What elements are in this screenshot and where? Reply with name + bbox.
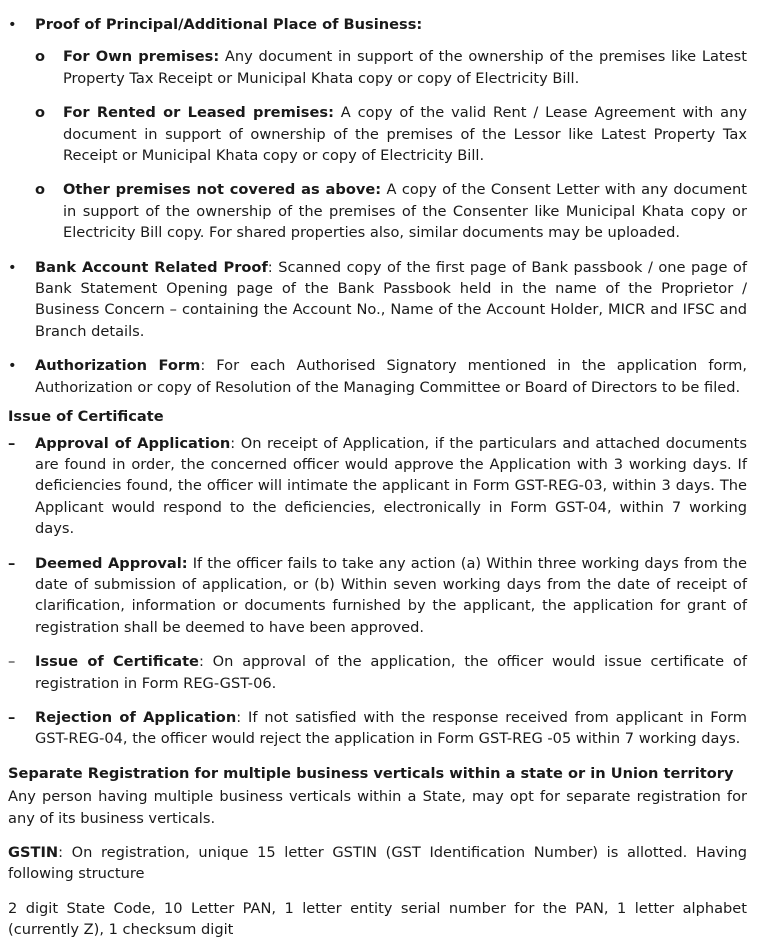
dash-item-body: : On approval of the application, the officer would issue certificate of registration in Form REG-GST-06. bbox=[35, 653, 747, 692]
gstin-paragraph bbox=[8, 842, 747, 885]
sub-item-label: Other premises not covered as above: bbox=[63, 181, 382, 199]
sub-item-other-premises bbox=[35, 179, 747, 243]
gstin-label: GSTIN bbox=[8, 844, 59, 861]
dash-item-body: : If not satisfied with the response received from applicant in Form GST-REG-04, the officer would reject the application in Form GST-REG -05 within 7 working days. bbox=[35, 708, 748, 748]
separate-registration-text: Any person having multiple business verticals within a State, may opt for separate registration for any of its business verticals. bbox=[8, 788, 747, 827]
sub-item-body: A copy of the Consent Letter with any document in support of the ownership of the premises of the Consenter like Municipal Khata copy or Electricity Bill copy. For shared properties also, similar documents may be uploaded. bbox=[63, 181, 747, 242]
dash-item-rejection bbox=[8, 707, 747, 750]
authorization-label: Authorization Form bbox=[35, 357, 201, 375]
sub-item-label: For Rented or Leased premises: bbox=[63, 104, 334, 122]
dash-item-label: Deemed Approval: bbox=[35, 554, 188, 572]
dash-item-text bbox=[35, 433, 747, 540]
sub-item-marker: o bbox=[35, 48, 46, 66]
proof-of-place-heading: Proof of Principal/Additional Place of Business: bbox=[35, 16, 423, 33]
sub-item-marker: o bbox=[35, 104, 46, 122]
sub-item-own-premises bbox=[35, 46, 747, 89]
authorization-text bbox=[35, 355, 747, 398]
dash-item-deemed-approval bbox=[8, 553, 747, 639]
bank-proof-label: Bank Account Related Proof bbox=[35, 258, 268, 276]
authorization-body: : For each Authorised Signatory mentioned in the application form, Authorization or copy of Resolution of the Managing Committee or Board of Directors to be filed. bbox=[35, 357, 747, 396]
dash-item-text bbox=[35, 707, 747, 750]
bullet-marker: • bbox=[8, 357, 17, 375]
dash-item-label: Rejection of Application bbox=[35, 708, 237, 726]
dash-item-body: : On receipt of Application, if the particulars and attached documents are found in order, the concerned officer would approve the Application with 3 working days. If deficiencies found, the officer will intimate the applicant in Form GST-REG-03, within 3 days. The Applicant would respond to the deficiencies, electronically in Form GST-04, within 7 working days. bbox=[35, 434, 747, 538]
gstin-body: : On registration, unique 15 letter GSTIN (GST Identification Number) is allotted. Having following structure bbox=[8, 844, 747, 883]
dash-item-approval bbox=[8, 433, 747, 540]
dash-item-text bbox=[35, 553, 747, 639]
dash-marker: – bbox=[8, 653, 16, 671]
dash-marker: – bbox=[8, 554, 16, 572]
bullet-bank-proof bbox=[8, 257, 747, 343]
dash-item-text bbox=[35, 651, 747, 694]
dash-item-label: Approval of Application bbox=[35, 434, 231, 452]
issue-of-certificate-heading: Issue of Certificate bbox=[8, 408, 164, 426]
bank-proof-body: : Scanned copy of the first page of Bank passbook / one page of Bank Statement Opening page of the Bank Passbook held in the name of the Proprietor / Business Concern – containing the Account No., Name of the Account Holder, MICR and IFSC and Branch details. bbox=[35, 258, 747, 340]
sub-item-label: For Own premises: bbox=[63, 48, 220, 66]
dash-marker: – bbox=[8, 708, 16, 726]
sub-item-rented-premises bbox=[35, 102, 747, 166]
gstin-structure: 2 digit State Code, 10 Letter PAN, 1 letter entity serial number for the PAN, 1 letter alphabet (currently Z), 1 checksum digit bbox=[8, 899, 747, 939]
bullet-marker: • bbox=[8, 16, 17, 33]
bank-proof-text bbox=[35, 257, 747, 343]
sub-item-text bbox=[63, 46, 747, 89]
dash-item-body: If the officer fails to take any action (a) Within three working days from the date of submission of application, or (b) Within seven working days from the date of receipt of clarification, information or documents furnished by the applicant, the application for grant of registration shall be deemed to have been approved. bbox=[35, 554, 748, 636]
dash-item-issue-certificate bbox=[8, 651, 747, 694]
sub-item-body: A copy of the valid Rent / Lease Agreement with any document in support of ownership of the premises of the Lessor like Latest Property Tax Receipt or Municipal Khata copy or copy of Electricity Bill. bbox=[63, 104, 747, 165]
sub-item-text bbox=[63, 179, 747, 243]
separate-registration-heading: Separate Registration for multiple business verticals within a state or in Union territory bbox=[8, 764, 734, 782]
bullet-authorization bbox=[8, 355, 747, 398]
sub-item-marker: o bbox=[35, 181, 46, 199]
sub-item-text bbox=[63, 102, 747, 166]
dash-item-label: Issue of Certificate bbox=[35, 653, 199, 671]
bullet-marker: • bbox=[8, 258, 17, 276]
bullet-proof-of-place bbox=[8, 14, 747, 35]
sub-item-body: Any document in support of the ownership of the premises like Latest Property Tax Receipt or Municipal Khata copy or copy of Electricity Bill. bbox=[63, 48, 747, 87]
dash-marker: – bbox=[8, 434, 16, 452]
